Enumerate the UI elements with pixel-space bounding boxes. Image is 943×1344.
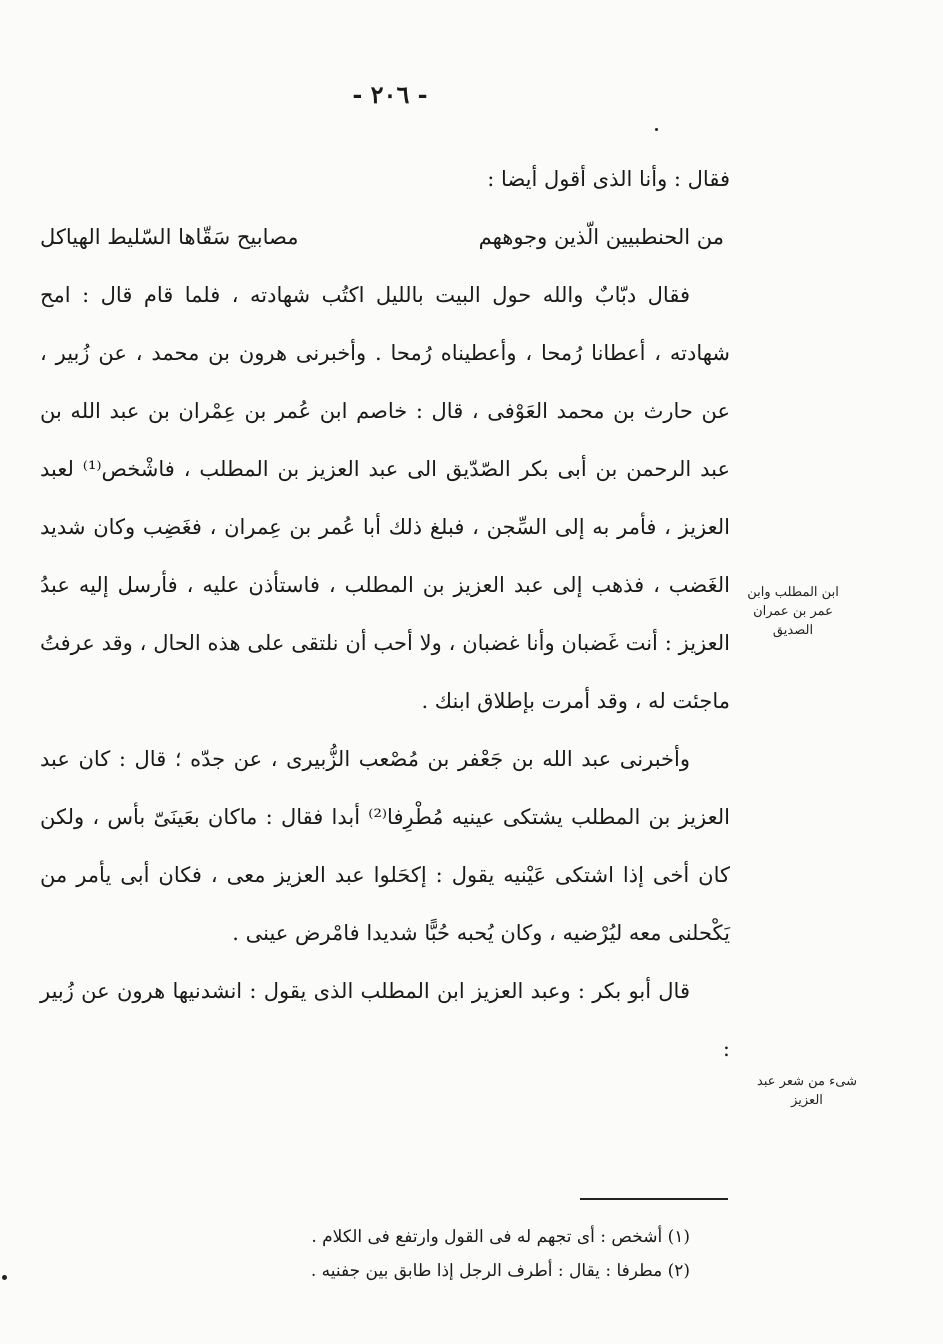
- verse-second-hemistich: مصابيح سَقّاها السّليط الهياكل: [40, 225, 299, 249]
- paragraph-3: قال أبو بكر : وعبد العزيز ابن المطلب الذى يقول : انشدنيها هرون عن زُبير :: [40, 979, 730, 1061]
- verse-first-hemistich: من الحنطبيين الّذين وجوههم: [478, 225, 724, 249]
- footnote-1: (١) أشخص : أى تجهم له فى القول وارتفع فى الكلام .: [311, 1227, 690, 1247]
- scan-speck: [2, 1275, 7, 1280]
- footnotes: [220, 1220, 690, 1288]
- paragraph-2: وأخبرنى عبد الله بن جَعْفر بن مُصْعب الزُّبيرى ، عن جدّه ؛ قال : كان عبد العزيز بن المطلب يشتكى عينيه مُطْرِفا⁽²⁾ أبدا فقال : ماكان بعَينَىّ بأس ، ولكن كان أخى إذا اشتكى عَيْنيه يقول : إكحَلوا عبد العزيز معى ، فكان أبى يأمر من يَكْحلنى معه ليُرْضيه ، وكان يُحبه حُبًّا شديدا فامْرض عينى .: [40, 747, 730, 945]
- main-text: [40, 150, 730, 1078]
- scan-speck: [655, 128, 658, 131]
- page-number: - ٢٠٦ -: [352, 80, 428, 109]
- footnote-divider: [580, 1198, 728, 1200]
- margin-note-2: شىء من شعر عبد العزيز: [757, 1074, 857, 1108]
- intro-line: فقال : وأنا الذى أقول أيضا :: [487, 167, 730, 191]
- poetry-verse: [40, 208, 730, 266]
- margin-note-1: ابن المطلب وابن عمر بن عمران الصديق: [747, 585, 839, 638]
- paragraph-1: فقال دبّابٌ والله حول البيت بالليل اكتُب شهادته ، فلما قام قال : امح شهادته ، أعطانا رُمحا ، وأعطيناه رُمحا . وأخبرنى هرون بن محمد ، عن زُبير ، عن حارث بن محمد العَوْفى ، قال : خاصم ابن عُمر بن عِمْران بن عبد الله بن عبد الرحمن بن أبى بكر الصّدّيق الى عبد العزيز بن المطلب ، فاشْخص⁽¹⁾ لعبد العزيز ، فأمر به إلى السِّجن ، فبلغ ذلك أبا عُمر بن عِمران ، فغَضِب وكان شديد الغَضب ، فذهب إلى عبد العزيز بن المطلب ، فاستأذن عليه ، فأرسل إليه عبدُ العزيز : أنت غَضبان وأنا غضبان ، ولا أحب أن نلتقى على هذه الحال ، وقد عرفتُ ماجئت له ، وقد أمرت بإطلاق ابنك .: [40, 283, 730, 713]
- footnote-2: (٢) مطرفا : يقال : أطرف الرجل إذا طابق بين جفنيه .: [310, 1261, 690, 1281]
